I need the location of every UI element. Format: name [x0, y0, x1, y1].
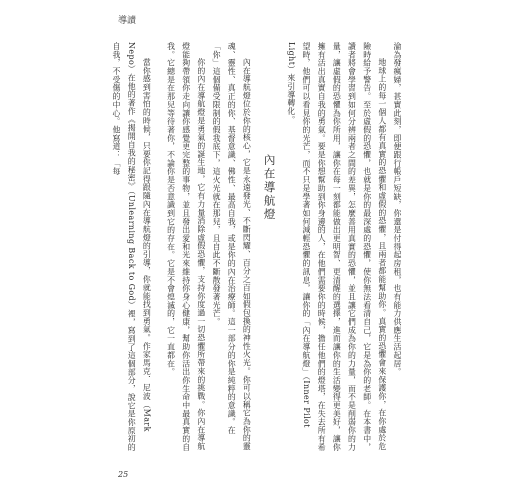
page-number: 25 — [118, 470, 129, 479]
paragraph: 內在導航燈位於你的核心，它是永遠發光、不斷閃耀、百分之百如假包換的神性火光。你可以稱它為你的靈魂、靈性、真正的你、基督意識、佛性、最高自我，或是你的內在治療師。這一部分的你是純粹的意識。在「你」這個備受限制的假我底下，這火光就在那兒，且自此不斷散發著光芒。 — [212, 42, 252, 451]
section-title: 內在導航燈 — [262, 154, 277, 222]
body-text — [112, 42, 405, 452]
paragraph: 當你感到害怕的時候，只要你記得跟隨內在導航燈的引導，你就能找到勇氣。作家馬克．尼波（Mark Nepo）在他的著作《揭開自我的秘密》（Unlearning Back to God）裡，寫到了這個部分，說它是你原初的自我，不受傷的中心。他寫道：「每 — [112, 42, 152, 452]
paragraph: 淪為發瘋婦，甚實此刻，即便跟行帳戶短缺，你還是付得起房租，也有能力供應生活起居。 — [393, 42, 402, 376]
paragraph: 地球上的每一個人都有真實的恐懼和虛假的恐懼，且兩者都能幫助你。真實的恐懼會來保護你，在你處於危險時給予警告。至於虛假的恐懼，也就是你的最深處的恐懼，使你無法看清自己，它是為你的老師。在本書中，讀者將會學習到如何分辨兩者之間的差異，怎麼善用真實的恐懼，並且讓它們成為你的力量，而不是削弱你的力量，讓虛假的恐懼為你所用，讓你在每一刻都能做出更明智、更清醒的選擇，進而讓你的生活變得更美好，讓你擁有活出真實自我的勇氣。要是你想幫助到你身邊的人，在他們需要你的時候，擔任他們的燈塔，在失去所有希望時，他們可以看見你的光芒，而不只是學著如何減輕恐懼的訊息，讓你的「內在導航燈」（Inner Pilot Light）來引導轉化。 — [286, 42, 387, 452]
paragraph: 你的內在導航燈是勇氣的誕生地，它有力量消除虛假恐懼，支持你度過一切恐懼所帶來的挑戰。你內在導航燈能夠帶領你走向讓你感覺更完整的事物，並且發出愛和光來維持你身心健康，幫助你活出你生命中最真實的自我。它總是在那兒等待著你，不論你是否意識到它的存在。它是不會熄滅的，它一直都在。 — [166, 42, 206, 452]
running-head: 導讀 — [118, 16, 137, 26]
